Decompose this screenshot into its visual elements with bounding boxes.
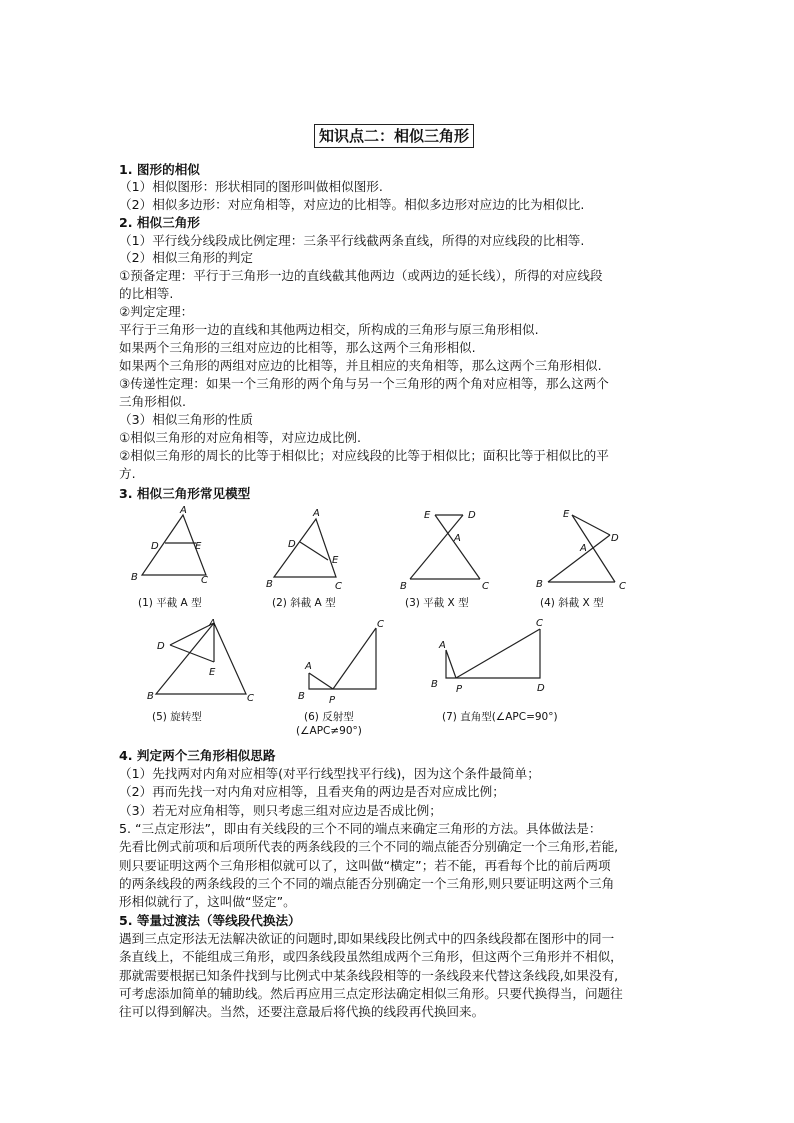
label-b: B (536, 579, 543, 590)
label-c: C (247, 693, 254, 704)
text-line: （2）相似三角形的判定 (119, 250, 253, 265)
text-line: 遇到三点定形法无法解决欲证的问题时,即如果线段比例式中的四条线段都在图形中的同一 (119, 931, 615, 946)
figure-reflection (296, 615, 391, 705)
label-b: B (400, 581, 407, 592)
line-pc (456, 629, 540, 678)
figure-caption: (4) 斜截 X 型 (540, 597, 604, 609)
label-e: E (424, 510, 431, 521)
triangle-abc (156, 623, 246, 694)
line-pc (333, 628, 376, 689)
figure-caption-note: (∠APC≠90°) (296, 725, 362, 737)
label-c: C (377, 619, 384, 630)
section-heading: 4. 判定两个三角形相似思路 (119, 748, 276, 763)
figure-rotation (143, 615, 263, 705)
label-c: C (482, 581, 489, 592)
label-b: B (298, 691, 305, 702)
line-ec (435, 515, 480, 579)
figure-oblique-x (532, 505, 632, 590)
label-b: B (147, 691, 154, 702)
figure-caption: (1) 平截 A 型 (138, 597, 202, 609)
label-b: B (266, 579, 273, 590)
label-d: D (157, 641, 165, 652)
label-a: A (209, 618, 216, 629)
text-line: ①预备定理：平行于三角形一边的直线截其他两边（或两边的延长线），所得的对应线段 (119, 268, 603, 283)
text-line: 那就需要根据已知条件找到与比例式中某条线段相等的一条线段来代替这条线段,如果没有, (119, 968, 619, 983)
text-line: 形相似就行了，这叫做“竖定”。 (119, 894, 296, 909)
triangle-abc (274, 519, 336, 577)
figure-caption: (5) 旋转型 (152, 711, 202, 723)
text-line: （3）相似三角形的性质 (119, 412, 253, 427)
text-line: （1）先找两对内角对应相等(对平行线型找平行线)，因为这个条件最简单； (119, 766, 540, 781)
text-line: 如果两个三角形的两组对应边的比相等，并且相应的夹角相等，那么这两个三角形相似. (119, 358, 602, 373)
text-line: 三角形相似. (119, 394, 186, 409)
label-b: B (431, 679, 438, 690)
label-e: E (332, 555, 339, 566)
line-de (300, 542, 328, 560)
figure-caption: (6) 反射型 (304, 711, 354, 723)
text-line: （1）平行线分线段成比例定理：三条平行线截两条直线，所得的对应线段的比相等. (119, 233, 585, 248)
text-line: （3）若无对应角相等，则只考虑三组对应边是否成比例； (119, 803, 442, 818)
text-line: 条直线上，不能组成三角形，或四条线段虽然组成两个三角形，但这两个三角形并不相似， (119, 949, 623, 964)
section-heading: 2. 相似三角形 (119, 215, 200, 230)
label-c: C (335, 581, 342, 592)
text-line: 的两条线段的两条线段的三个不同的端点能否分别确定一个三角形,则只要证明这两个三角 (119, 876, 615, 891)
label-c: C (201, 575, 208, 586)
text-line: 方. (119, 466, 136, 481)
label-d: D (468, 510, 476, 521)
label-c: C (536, 618, 543, 629)
label-a: A (313, 508, 320, 519)
label-d: D (611, 533, 619, 544)
label-a: A (180, 505, 187, 516)
text-line: 如果两个三角形的三组对应边的比相等，那么这两个三角形相似. (119, 340, 476, 355)
label-e: E (195, 541, 202, 552)
line-ap (309, 673, 333, 689)
line-de (170, 645, 214, 662)
line-ec (572, 515, 615, 582)
text-line: （2）再而先找一对内角对应相等，且看夹角的两边是否对应成比例； (119, 784, 505, 799)
figure-flat-a (130, 505, 220, 590)
section-heading: 1. 图形的相似 (119, 162, 200, 177)
label-d: D (151, 541, 159, 552)
page-title: 知识点二：相似三角形 (314, 124, 474, 148)
line-db (548, 535, 610, 582)
text-line: 先看比例式前项和后项所代表的两条线段的三个不同的端点能否分别确定一个三角形,若能, (119, 839, 619, 854)
text-line: 往可以得到解决。当然，还要注意最后将代换的线段再代换回来。 (119, 1004, 485, 1019)
label-b: B (131, 572, 138, 583)
figure-flat-x (398, 505, 493, 590)
line-ed (572, 515, 610, 535)
text-line: 则只要证明这两个三角形相似就可以了，这叫做“横定”；若不能，再看每个比的前后两项 (119, 858, 611, 873)
text-line: （2）相似多边形：对应角相等，对应边的比相等。相似多边形对应边的比为相似比. (119, 197, 585, 212)
text-line: 平行于三角形一边的直线和其他两边相交，所构成的三角形与原三角形相似. (119, 322, 539, 337)
text-line: 的比相等. (119, 286, 174, 301)
line-ad (170, 623, 214, 645)
label-c: C (619, 581, 626, 592)
text-line: 5. “三点定形法”，即由有关线段的三个不同的端点来确定三角形的方法。具体做法是： (119, 821, 602, 836)
section-heading: 5. 等量过渡法（等线段代换法） (119, 913, 301, 928)
figure-caption: (7) 直角型(∠APC=90°) (442, 711, 558, 723)
label-a: A (580, 543, 587, 554)
figure-caption: (3) 平截 X 型 (405, 597, 469, 609)
label-a: A (305, 661, 312, 672)
label-e: E (209, 667, 216, 678)
text-line: （1）相似图形：形状相同的图形叫做相似图形. (119, 179, 383, 194)
figure-right-angle (425, 615, 560, 700)
text-line: 可考虑添加简单的辅助线。然后再应用三点定形法确定相似三角形。只要代换得当，问题往 (119, 986, 623, 1001)
label-d: D (288, 539, 296, 550)
label-d: D (537, 683, 545, 694)
section-heading: 3. 相似三角形常见模型 (119, 486, 251, 501)
label-a: A (439, 640, 446, 651)
polyline-b-d-c (446, 629, 540, 678)
figure-caption: (2) 斜截 A 型 (272, 597, 336, 609)
label-p: P (456, 684, 463, 695)
text-line: ②相似三角形的周长的比等于相似比；对应线段的比等于相似比；面积比等于相似比的平 (119, 448, 609, 463)
label-e: E (563, 509, 570, 520)
text-line: ①相似三角形的对应角相等，对应边成比例. (119, 430, 361, 445)
label-p: P (329, 695, 336, 706)
text-line: ②判定定理： (119, 304, 194, 319)
line-db (410, 515, 463, 579)
label-a: A (454, 533, 461, 544)
line-ap (446, 650, 456, 678)
figure-oblique-a (262, 505, 352, 590)
text-line: ③传递性定理：如果一个三角形的两个角与另一个三角形的两个角对应相等，那么这两个 (119, 376, 609, 391)
